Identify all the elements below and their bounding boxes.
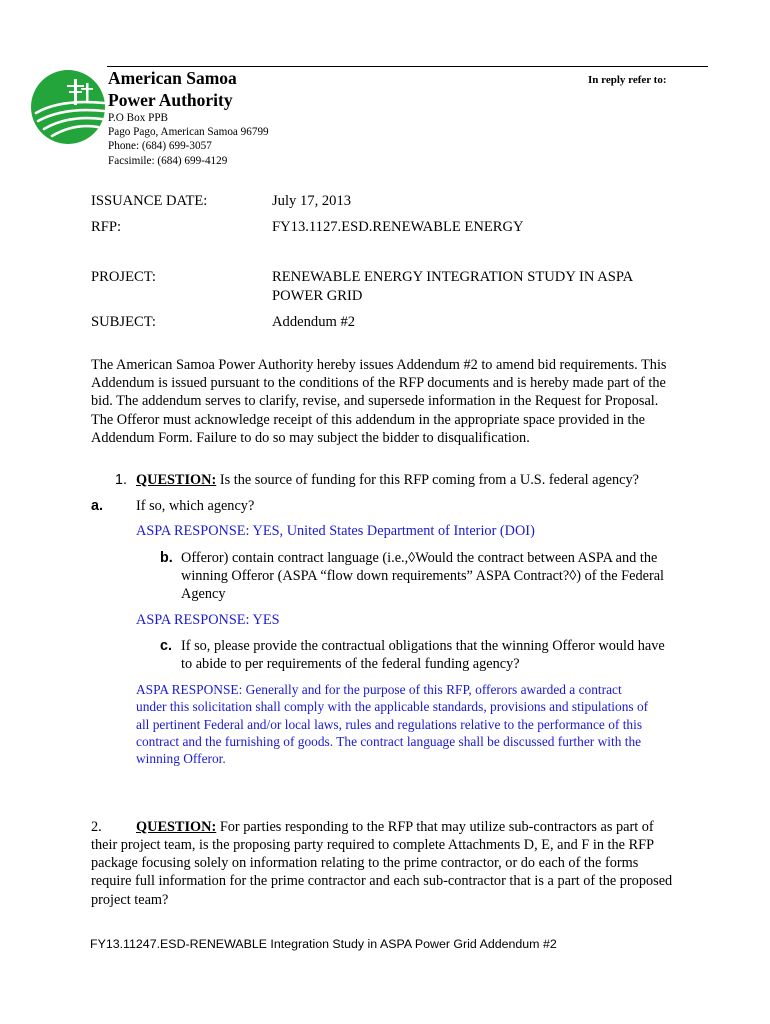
intro-paragraph bbox=[91, 356, 721, 447]
q2-question-body bbox=[91, 836, 672, 909]
q1-number: 1. bbox=[115, 472, 127, 488]
field-value-subject: Addendum #2 bbox=[272, 314, 356, 330]
field-value-project-cont: POWER GRID bbox=[272, 288, 363, 304]
q1-c-response-line: ASPA RESPONSE: Generally and for the purpose of this RFP, offerors awarded a contract bbox=[136, 682, 622, 697]
q1-b-text bbox=[181, 549, 664, 604]
q1-question bbox=[136, 471, 639, 489]
q1-c-line: to abide to per requirements of the federal funding agency? bbox=[181, 656, 520, 673]
q1-c-marker: c. bbox=[160, 638, 172, 654]
q1-question-text: Is the source of funding for this RFP coming from a U.S. federal agency? bbox=[216, 472, 639, 488]
fax-line: Facsimile: (684) 699-4129 bbox=[108, 154, 228, 167]
paragraph-line: The American Samoa Power Authority hereby issues Addendum #2 to amend bid requirements. This bbox=[91, 357, 667, 373]
address-line: P.O Box PPB bbox=[108, 112, 169, 124]
q1-a-marker: a. bbox=[91, 498, 103, 514]
field-value-project: RENEWABLE ENERGY INTEGRATION STUDY IN ASPA bbox=[272, 269, 634, 285]
aspa-logo bbox=[30, 69, 106, 145]
page-footer: FY13.11247.ESD-RENEWABLE Integration Study in ASPA Power Grid Addendum #2 bbox=[90, 937, 557, 951]
field-label-project: PROJECT: bbox=[91, 269, 156, 285]
paragraph-line: Addendum is issued pursuant to the conditions of the RFP documents and is hereby made part of the bbox=[91, 375, 666, 392]
q1-b-line: winning Offeror (ASPA “flow down requirements” ASPA Contract?◊) of the Federal bbox=[181, 568, 665, 585]
q2-question-first bbox=[136, 818, 654, 836]
q1-b-response: ASPA RESPONSE: YES bbox=[136, 612, 280, 628]
q1-b-line: Offeror) contain contract language (i.e.,◊Would the contract between ASPA and the bbox=[181, 550, 658, 566]
q1-c-text bbox=[181, 637, 665, 673]
field-label-issuance-date: ISSUANCE DATE: bbox=[91, 193, 208, 209]
q1-c-line: If so, please provide the contractual obligations that the winning Offeror would have bbox=[181, 638, 665, 654]
address-block bbox=[108, 111, 269, 168]
field-value-issuance-date: July 17, 2013 bbox=[272, 193, 352, 209]
field-label-subject: SUBJECT: bbox=[91, 314, 156, 330]
address-line: Pago Pago, American Samoa 96799 bbox=[108, 126, 269, 139]
q1-b-marker: b. bbox=[160, 550, 173, 566]
q1-c-response bbox=[136, 681, 648, 767]
q1-c-response-line: all pertinent Federal and/or local laws, rules and regulations relative to the performance of this bbox=[136, 716, 643, 732]
q2-line: package focusing solely on information relating to the prime contractor, or do each of the forms bbox=[91, 855, 639, 872]
paragraph-line: bid. The addendum serves to clarify, revise, and supersede information in the Request for Proposal. bbox=[91, 393, 659, 410]
q1-c-response-line: contract and the furnishing of goods. The contract language shall be discussed further with the bbox=[136, 733, 642, 749]
q1-a-text: If so, which agency? bbox=[136, 498, 255, 514]
q1-question-label: QUESTION: bbox=[136, 472, 217, 488]
paragraph-line: Addendum Form. Failure to do so may subject the bidder to disqualification. bbox=[91, 429, 530, 446]
paragraph-line: The Offeror must acknowledge receipt of this addendum in the appropriate space provided in the bbox=[91, 411, 645, 428]
q1-c-response-line: winning Offeror. bbox=[136, 751, 226, 767]
field-value-rfp: FY13.1127.ESD.RENEWABLE ENERGY bbox=[272, 219, 524, 235]
q2-question-label: QUESTION: bbox=[136, 819, 217, 835]
q2-line: project team? bbox=[91, 891, 169, 908]
q1-b-line: Agency bbox=[181, 586, 226, 603]
q1-c-response-line: under this solicitation shall comply with the applicable standards, provisions and stipulations of bbox=[136, 699, 649, 715]
q1-a-response: ASPA RESPONSE: YES, United States Department of Interior (DOI) bbox=[136, 523, 535, 539]
q2-line: require full information for the prime contractor and each sub-contractor that is a part of the proposed bbox=[91, 873, 673, 890]
q2-question-text: For parties responding to the RFP that may utilize sub-contractors as part of bbox=[216, 819, 654, 835]
org-line-2: Power Authority bbox=[108, 90, 233, 110]
q2-line: their project team, is the proposing party required to complete Attachments D, E, and F in the RFP bbox=[91, 837, 655, 853]
q2-number: 2. bbox=[91, 819, 102, 835]
phone-line: Phone: (684) 699-3057 bbox=[108, 140, 212, 153]
field-label-rfp: RFP: bbox=[91, 219, 122, 235]
org-line-1: American Samoa bbox=[108, 68, 237, 88]
organization-name bbox=[108, 67, 237, 111]
reply-refer: In reply refer to: bbox=[588, 74, 667, 86]
